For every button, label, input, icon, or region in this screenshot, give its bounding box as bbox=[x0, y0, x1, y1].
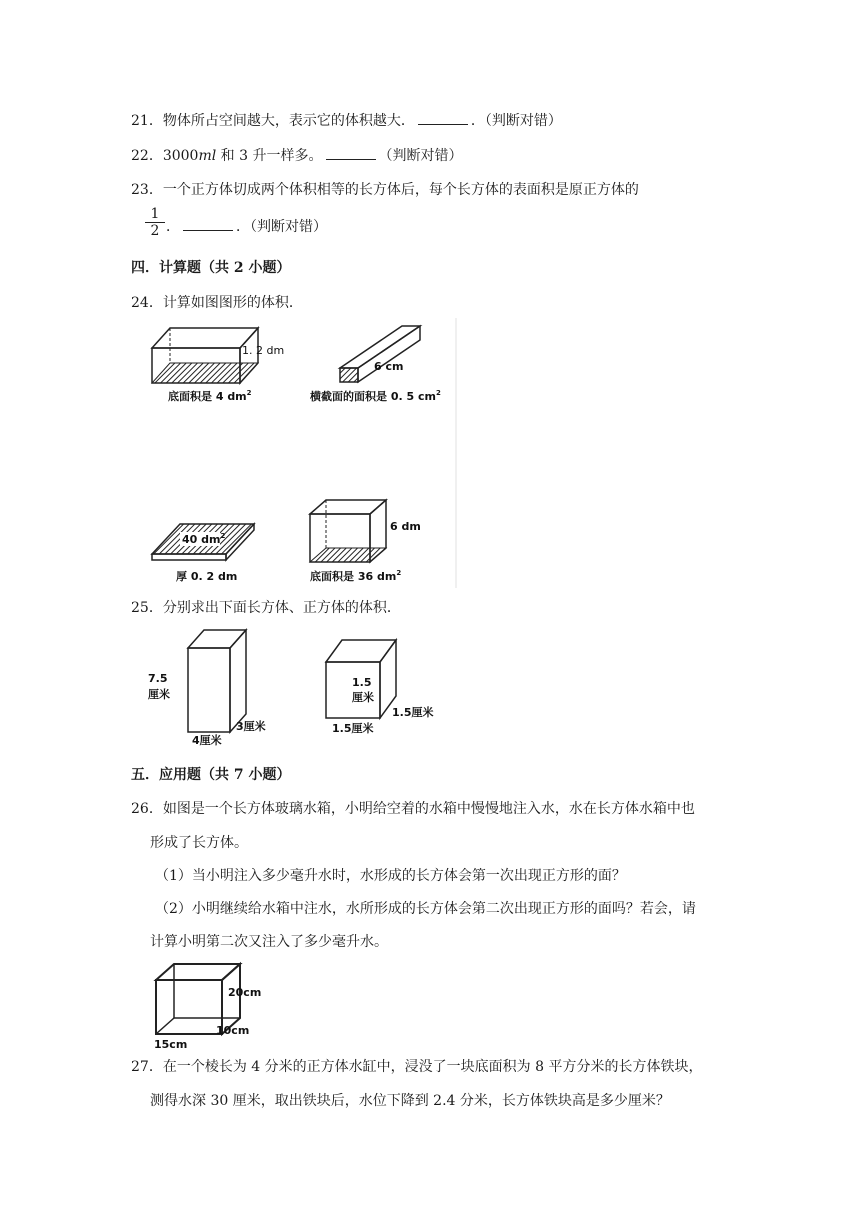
question-26-line1 bbox=[131, 799, 695, 819]
q24-figures bbox=[140, 318, 460, 588]
cuboid-height-value: 7.5 bbox=[148, 672, 168, 685]
question-number: 24． bbox=[131, 295, 163, 311]
answer-blank[interactable] bbox=[418, 110, 468, 125]
question-suffix: ．（判断对错） bbox=[470, 113, 562, 129]
question-number: 22． bbox=[131, 148, 163, 164]
question-number: 26． bbox=[131, 801, 163, 817]
figure-label: 1. 2 dm bbox=[242, 344, 285, 357]
question-26-sub2b: 计算小明第二次又注入了多少毫升水。 bbox=[150, 934, 388, 950]
cube-height-value: 1.5 bbox=[352, 676, 372, 689]
q26-figure-water-tank bbox=[140, 960, 270, 1052]
question-text: 和 3 升一样多。 bbox=[216, 148, 323, 164]
question-number: 27． bbox=[131, 1059, 163, 1075]
figure-cuboid-base-area bbox=[152, 328, 284, 403]
question-21 bbox=[131, 110, 562, 131]
cube-depth-label: 1.5厘米 bbox=[392, 706, 434, 719]
figure-flat-plate bbox=[152, 524, 254, 583]
question-26-sub1: （1）当小明注入多少毫升水时，水形成的长方体会第一次出现正方形的面？ bbox=[155, 868, 626, 884]
question-suffix: ．（判断对错） bbox=[236, 219, 327, 235]
question-23-tail: ． ．（判断对错） bbox=[166, 216, 327, 237]
question-text: 物体所占空间越大，表示它的体积越大． bbox=[162, 113, 415, 129]
cube-width-label: 1.5厘米 bbox=[332, 722, 374, 735]
figure-cube-base-area bbox=[310, 500, 421, 583]
question-27-line2: 测得水深 30 厘米，取出铁块后，水位下降到 2.4 分米，长方体铁块高是多少厘米？ bbox=[150, 1093, 670, 1109]
question-25 bbox=[131, 598, 401, 618]
tank-width-label: 15cm bbox=[154, 1038, 188, 1051]
cube-height-unit: 厘米 bbox=[352, 691, 374, 704]
question-number: 25． bbox=[131, 600, 163, 616]
fraction-denominator: 2 bbox=[150, 223, 160, 239]
tank-height-label: 20cm bbox=[228, 986, 262, 999]
question-number: 21． bbox=[131, 113, 163, 129]
fraction-numerator: 1 bbox=[145, 206, 165, 223]
question-text: 一个正方体切成两个体积相等的长方体后，每个长方体的表面积是原正方体的 bbox=[162, 182, 639, 198]
figure-label: 6 cm bbox=[374, 360, 404, 373]
question-26-sub2: （2）小明继续给水箱中注水，水所形成的长方体会第二次出现正方形的面吗？若会，请 bbox=[155, 901, 696, 917]
question-text: 分别求出下面长方体、正方体的体积． bbox=[162, 600, 401, 616]
figure-caption: 底面积是 4 $dm^2$ bbox=[168, 389, 252, 403]
section-title: 四．计算题（共 2 小题） bbox=[131, 260, 291, 276]
question-26-line2: 形成了长方体。 bbox=[150, 835, 248, 851]
quantity: 3000 bbox=[162, 148, 199, 164]
question-text: 在一个棱长为 4 分米的正方体水缸中，浸没了一块底面积为 8 平方分米的长方体铁块， bbox=[162, 1059, 703, 1075]
figure-caption: 厚 0. 2 dm bbox=[176, 570, 238, 583]
cuboid-width-label: 4厘米 bbox=[192, 734, 222, 747]
question-number: 23． bbox=[131, 182, 163, 198]
figure-cuboid bbox=[147, 630, 266, 747]
question-suffix: （判断对错） bbox=[378, 148, 463, 164]
answer-blank[interactable] bbox=[326, 145, 376, 160]
tank-depth-label: 10cm bbox=[216, 1024, 250, 1037]
figure-caption: 横截面的面积是 0. 5 $cm^2$ bbox=[310, 389, 441, 403]
figure-label: 40 $dm^2$ bbox=[182, 532, 226, 546]
section-title: 五．应用题（共 7 小题） bbox=[131, 767, 291, 783]
question-text: 计算如图图形的体积． bbox=[162, 295, 303, 311]
question-text: 如图是一个长方体玻璃水箱，小明给空着的水箱中慢慢地注入水，水在长方体水箱中也 bbox=[162, 801, 695, 817]
question-23 bbox=[131, 180, 639, 200]
figure-long-prism bbox=[309, 326, 441, 403]
figure-label: 6 dm bbox=[390, 520, 421, 533]
unit-ml: ml bbox=[198, 148, 217, 164]
question-24 bbox=[131, 293, 303, 313]
figure-caption: 底面积是 36 $dm^2$ bbox=[310, 569, 402, 583]
q25-figures bbox=[140, 624, 450, 754]
question-22 bbox=[131, 145, 463, 166]
question-27-line1 bbox=[131, 1057, 702, 1077]
cuboid-height-unit: 厘米 bbox=[148, 688, 170, 701]
cuboid-depth-label: 3厘米 bbox=[236, 720, 266, 733]
fraction-one-half bbox=[145, 206, 165, 239]
figure-cube bbox=[326, 640, 434, 735]
answer-blank[interactable] bbox=[183, 216, 233, 231]
